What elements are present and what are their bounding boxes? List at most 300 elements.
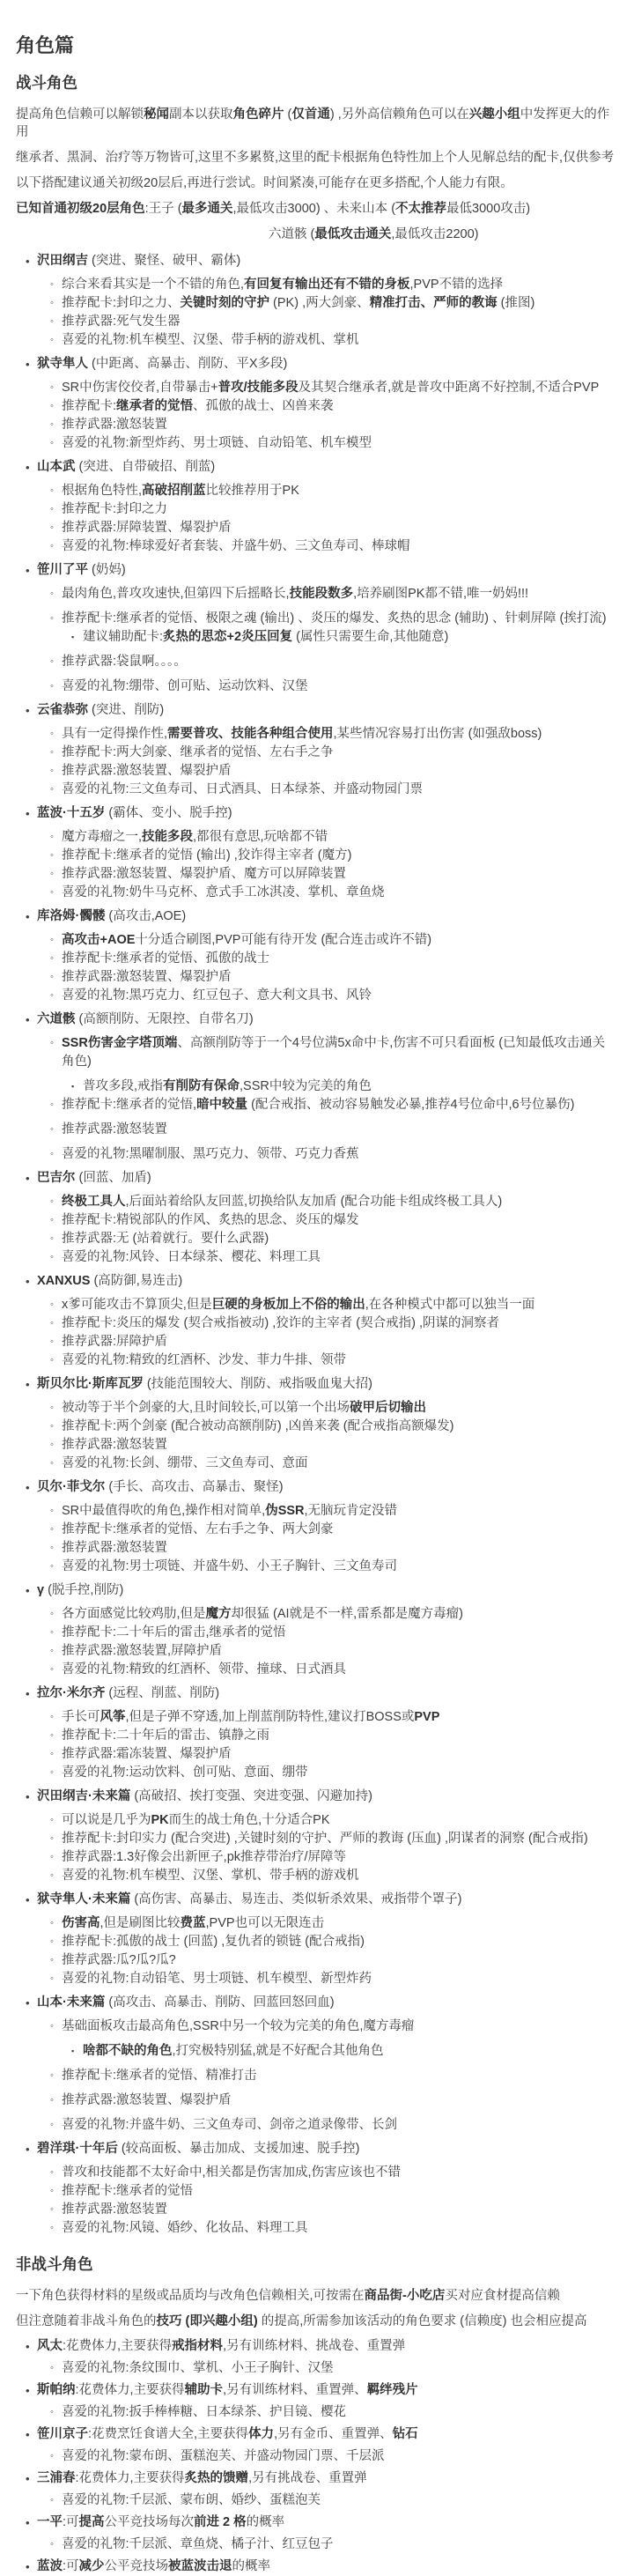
list-item-text: 推荐武器:激怒装置 [62,418,168,432]
list-item [16,1848,616,1867]
bullet-icon: ◦ [50,419,54,430]
bullet-icon: ◦ [50,1299,54,1310]
list-item-text: 喜爱的礼物:扳手棒棒糖、日本绿茶、护目镜、樱花 [62,2405,347,2419]
bullet-icon: ◦ [50,2070,54,2081]
list-item-text: 最肉角色,普攻攻速快,但第四下后摇略长,技能段数多,培养刷图PK都不错,唯一奶妈!!! [62,587,529,601]
bullet-icon: ◦ [50,1561,54,1572]
list-item-text: 推荐武器:激怒装置,屏障护盾 [62,1644,223,1658]
bullet-icon: ◦ [50,935,54,945]
paragraph: 继承者、黑洞、治疗等万物皆可,这里不多累赘,这里的配卡根据角色特性加上个人见解总结的配卡,仅供参考 [16,151,615,165]
list-item-text: 喜爱的礼物:风镜、婚纱、化妆品、料理工具 [62,2221,308,2235]
list-item-text: 笹川了平 (奶妈) [37,563,126,577]
bullet-icon: ◦ [50,541,54,551]
list-item-text: 具有一定得操作性,需要普攻、技能各种组合使用,某些情况容易打出伤害 (如强敌boss) [62,727,542,741]
bullet-icon: ◦ [50,1815,54,1825]
list-item-text: 推荐武器:袋鼠啊。。。。 [62,655,187,669]
list-item-text: 喜爱的礼物:男士项链、并盛牛奶、小王子胸针、三文鱼寿司 [62,1559,398,1573]
list-item [16,1418,616,1436]
list-item-text: 推荐配卡:继承者的觉悟 (输出) ,狡诈得主宰者 (魔方) [62,848,352,862]
list-item [16,1211,616,1230]
bullet-icon: ◦ [50,953,54,964]
list-item-text: 推荐配卡:封印实力 (配合突进) ,关键时刻的守护、严师的教诲 (压血) ,阴谋者的洞察 (配合戒指) [62,1832,588,1846]
list-item-text: 喜爱的礼物:奶牛马克杯、意式手工冰淇凌、掌机、章鱼烧 [62,885,385,899]
bullet-icon: ◦ [50,504,54,514]
bullet-icon: ◦ [50,522,54,533]
list-item [16,2182,616,2201]
list-item [16,252,616,270]
list-item [16,2201,616,2219]
list-item-text: 推荐配卡:封印之力 [62,502,168,516]
bullet-icon: ◦ [50,298,54,308]
list-item-text: 推荐武器:霜冻装置、爆裂护盾 [62,1747,232,1761]
list-item [16,1478,616,1497]
list-item-text: 推荐武器:激怒装置 [62,1541,168,1555]
list-item-text: 喜爱的礼物:新型炸药、男士项链、自动铅笔、机车模型 [62,436,372,450]
list-item [16,331,616,350]
list-item [16,2359,616,2378]
bullet-icon: ◦ [50,1646,54,1656]
bullet-icon: ◦ [50,1543,54,1553]
list-item-text: 推荐配卡:二十年后的雷击,继承者的觉悟 [62,1625,286,1640]
list-item [16,1375,616,1394]
bullet-icon: • [26,1893,30,1906]
list-item [16,1951,616,1970]
bullet-icon: ◦ [50,1196,54,1207]
bullet-icon: • [26,1996,30,2010]
list-item [16,2140,616,2158]
list-item [16,397,616,416]
list-item-text: 喜爱的礼物:千层派、蒙布朗、婚纱、蛋糕泡芙 [62,2493,321,2507]
list-item [16,1581,616,1600]
list-item [16,1867,616,1885]
bullet-icon: ◦ [50,2223,54,2233]
list-item [16,907,616,926]
bullet-icon: • [26,2340,30,2353]
list-item [16,1811,616,1830]
list-item [16,1230,616,1248]
list-item [16,276,616,294]
list-item [16,1521,616,1539]
list-item [16,677,616,696]
list-item [16,561,616,580]
list-item-text: 推荐武器:激怒装置 [62,1122,168,1136]
list-item [16,847,616,865]
bullet-icon: ◦ [50,887,54,898]
bullet-icon: ◦ [50,1712,54,1722]
bullet-icon: ◦ [50,1918,54,1928]
list-item-text: 沢田纲吉 (突进、聚怪、破甲、霸体) [37,254,241,268]
bullet-icon: ▪ [71,633,75,641]
list-item [16,2425,616,2444]
section-heading: 战斗角色 [16,74,77,92]
bullet-icon: ◦ [50,1767,54,1778]
list-item-text: 普攻和技能都不太好命中,相关都是伤害加成,伤害应该也不错 [62,2165,402,2180]
list-item-text: 狱寺隼人 (中距离、高暴击、削防、平X多段) [37,357,288,371]
list-item-text: 推荐武器:死气发生器 [62,315,181,329]
bullet-icon: • [26,1687,30,1700]
bullet-icon: • [26,255,30,268]
list-item [16,1727,616,1745]
bullet-icon: ◦ [50,869,54,879]
list-item [16,804,616,823]
page-title: 角色篇 [16,34,75,56]
list-item [16,500,616,519]
bullet-icon: ◦ [50,2095,54,2106]
list-item [16,931,616,950]
list-item-text: 推荐配卡:精锐部队的作风、炙热的思念、炎压的爆发 [62,1213,359,1227]
list-item-text: 啥都不缺的角色,打究极特别猛,就是不好配合其他角色 [83,2044,384,2058]
bullet-icon: ◦ [50,747,54,758]
bullet-icon: ◦ [50,1458,54,1469]
bullet-icon: ◦ [50,1318,54,1329]
bullet-icon: ◦ [50,588,54,599]
list-item [16,313,616,331]
paragraph: 一下角色获得材料的星级或品质均与改角色信赖相关,可按需在商品街-小吃店买对应食材提高信赖 [16,2289,560,2303]
list-item-text: 基础面板攻击最高角色,SSR中另一个较为完美的角色,魔方毒瘤 [62,2019,415,2033]
list-item-text: 推荐武器:激怒装置 [62,2202,168,2217]
list-item [16,628,616,647]
bullet-icon: ◦ [50,1936,54,1947]
list-item-text: 推荐武器:激怒装置 [62,1438,168,1452]
list-item-text: 风太:花费体力,主要获得戒指材料,另有训练材料、挑战卷、重置弹 [37,2339,406,2353]
bullet-icon: • [26,807,30,820]
list-item [16,781,616,799]
bullet-icon: • [26,2516,30,2529]
list-item-text: 推荐配卡:继承者的觉悟、极限之魂 (输出) 、炎压的爆发、炙热的思念 (辅助) 、针刺屏障 (挨打流) [62,611,607,625]
list-item-text: 蓝波:可减少公平竞技场被蓝波击退的概率 [37,2559,271,2573]
bullet-icon: • [26,1481,30,1494]
bullet-icon: ◦ [50,832,54,842]
bullet-icon: • [26,2384,30,2397]
list-item-text: 推荐配卡:继承者的觉悟、精准打击 [62,2069,257,2083]
list-item-text: 库洛姆·髑髅 (高攻击,AOE) [37,909,187,923]
list-item [16,1994,616,2012]
list-item-text: 蓝波·十五岁 (霸体、变小、脱手控) [37,806,232,820]
list-item-text: 被动等于半个剑豪的大,且时间较长,可以第一个出场破甲后切输出 [62,1401,427,1415]
list-item-text: 沢田纲吉·未来篇 (高破招、挨打变强、突进变强、闪避加持) [37,1789,373,1803]
list-item [16,2091,616,2110]
list-item-text: 手长可风筝,但是子弹不穿透,加上削蓝削防特性,建议打BOSS或PVP [62,1710,440,1724]
bullet-icon: ◦ [50,1870,54,1881]
bullet-icon: ◦ [50,656,54,667]
list-item-text: 魔方毒瘤之一,技能多段,都很有意思,玩啥都不错 [62,830,328,844]
list-item-text: 贝尔·菲戈尔 (手长、高攻击、高暴击、聚怪) [37,1480,284,1494]
list-item-text: x爹可能攻击不算顶尖,但是巨硬的身板加上不俗的输出,在各种模式中都可以独当一面 [62,1298,535,1312]
list-item [16,1830,616,1848]
bullet-icon: ◦ [50,1852,54,1862]
list-item [16,1272,616,1291]
list-item [16,1145,616,1164]
list-item [16,987,616,1005]
list-item-text: 推荐配卡:二十年后的雷击、镇静之雨 [62,1728,270,1743]
bullet-icon: ◦ [50,972,54,982]
list-item [16,458,616,477]
list-item [16,1558,616,1576]
list-item-text: SR中伤害佼佼者,自带暴击+普攻/技能多段及其契合继承者,就是普攻中距离不好控制,不适合PVP [62,381,600,395]
bullet-icon: ◦ [50,1506,54,1516]
bullet-icon: ◦ [50,2451,54,2461]
list-item [16,1034,616,1071]
bullet-icon: • [26,2472,30,2485]
list-item-text: 喜爱的礼物:棒球爱好者套装、并盛牛奶、三文鱼寿司、棒球帽 [62,539,410,553]
list-item [16,1764,616,1782]
paragraph: 六道骸 (最低攻击通关,最低攻击2200) [269,227,479,241]
section-heading: 非战斗角色 [16,2255,93,2273]
list-item-text: SR中最值得吹的角色,操作相对简单,伪SSR,无脑玩肯定没错 [62,1504,398,1518]
list-item [16,2513,616,2532]
bullet-icon: ◦ [50,613,54,624]
list-item [16,2469,616,2488]
list-item-text: 终极工具人,后面站着给队友回蓝,切换给队友加盾 (配合功能卡组成终极工具人) [62,1195,503,1209]
list-item [16,610,616,628]
bullet-icon: ◦ [50,438,54,448]
list-item [16,434,616,453]
list-item [16,1436,616,1455]
paragraph: 提高角色信赖可以解锁秘闻副本以获取角色碎片 (仅首通) ,另外高信赖角色可以在兴趣小组中发挥更大的作用 [16,107,610,139]
list-item-text: 拉尔·米尔齐 (远程、削蓝、削防) [37,1686,220,1700]
list-item [16,1708,616,1727]
bullet-icon: ◦ [50,1421,54,1432]
list-item-text: 建议辅助配卡:炙热的思恋+2炎压回复 (属性只需要生命,其他随意) [83,630,449,644]
list-item-text: 推荐配卡:炎压的爆发 (契合戒指被动) ,狡诈的主宰者 (契合戒指) ,阴谋的洞察者 [62,1316,500,1330]
list-item-text: SSR伤害金字塔顶端、高额削防等于一个4号位满5x命中卡,伤害不可只看面板 (已知最低攻击通关角色) [62,1036,606,1069]
list-item-text: 喜爱的礼物:黑巧克力、红豆包子、意大利文具书、风铃 [62,988,372,1003]
list-item-text: 山本武 (突进、自带破招、削蓝) [37,460,216,474]
list-item-text: 根据角色特性,高破招削蓝比较推荐用于PK [62,484,299,498]
list-item-text: 推荐武器:无 (站着就行。要什么武器) [62,1232,269,1246]
list-item-text: 斯帕纳:花费体力,主要获得辅助卡,另有训练材料、重置弹、羁绊残片 [37,2383,418,2397]
list-item-text: 斯贝尔比·斯库瓦罗 (技能范围较大、削防、戒指吸血鬼大招) [37,1377,373,1391]
list-item-text: 喜爱的礼物:绷带、创可贴、运动饮料、汉堡 [62,679,308,693]
list-item [16,1539,616,1558]
list-item [16,1745,616,1764]
list-item-text: 狱寺隼人·未来篇 (高伤害、高暴击、易连击、类似斩杀效果、戒指带个罩子) [37,1892,462,1906]
bullet-icon: ◦ [50,2021,54,2032]
list-item-text: 六道骸 (高额削防、无限控、自带名刀) [37,1012,254,1026]
list-item-text: 推荐武器:激怒装置、爆裂护盾 [62,2093,232,2107]
list-item [16,1193,616,1211]
list-item-text: 喜爱的礼物:机车模型、汉堡、掌机、带手柄的游戏机 [62,1869,359,1883]
list-item [16,1933,616,1951]
list-item [16,1455,616,1473]
bullet-icon: ◦ [50,279,54,290]
bullet-icon: ◦ [50,1355,54,1366]
bullet-icon: • [26,2143,30,2156]
bullet-icon: ◦ [50,2186,54,2196]
list-item [16,828,616,847]
list-item [16,1248,616,1267]
bullet-icon: ◦ [50,1833,54,1844]
list-item-text: 喜爱的礼物:蒙布朗、蛋糕泡芙、并盛动物园门票、千层派 [62,2449,385,2463]
list-item [16,1077,616,1096]
list-item-text: 推荐武器:屏障护盾 [62,1335,168,1349]
bullet-icon: ◦ [50,1124,54,1135]
list-item [16,865,616,884]
list-item-text: 伤害高,但是刷图比较费蓝,PVP也可以无限连击 [62,1916,325,1930]
list-item [16,1684,616,1703]
bullet-icon: ◦ [50,784,54,795]
list-item-text: 推荐武器:激怒装置、爆裂护盾 [62,764,232,778]
bullet-icon: ◦ [50,1099,54,1110]
list-item-text: 推荐武器:激怒装置、爆裂护盾 [62,970,232,984]
list-item [16,1121,616,1139]
list [16,2330,616,2576]
bullet-icon: • [26,2560,30,2573]
list-item-text: 笹川京子:花费烹饪食谱大全,主要获得体力,另有金币、重置弹、钻石 [37,2427,418,2441]
list-item [16,762,616,781]
list-item-text: 推荐配卡:两个剑豪 (配合被动高额削防) ,凶兽来袭 (配合戒指高额爆发) [62,1419,454,1433]
list-item [16,1399,616,1418]
bullet-icon: • [26,1013,30,1026]
bullet-icon: ◦ [50,766,54,776]
list-item [16,416,616,434]
list-item-text: 喜爱的礼物:长剑、绷带、三文鱼寿司、意面 [62,1456,308,1470]
list-item-text: 喜爱的礼物:并盛牛奶、三文鱼寿司、剑帝之道录像带、长剑 [62,2118,398,2132]
list-item [16,2381,616,2400]
list-item [16,2447,616,2466]
list-item-text: 喜爱的礼物:三文鱼寿司、日式酒具、日本绿茶、并盛动物园门票 [62,782,424,796]
list-item-text: 推荐配卡:继承者的觉悟,暗中较量 (配合戒指、被动容易触发必暴,推荐4号位命中,6号位暴伤) [62,1098,575,1112]
list-item [16,2219,616,2238]
list-item [16,2067,616,2085]
list-item-text: 喜爱的礼物:风铃、日本绿茶、樱花、料理工具 [62,1250,321,1264]
list-item [16,1314,616,1333]
bullet-icon: • [26,1172,30,1185]
bullet-icon: ◦ [50,485,54,496]
list-item [16,1788,616,1806]
bullet-icon: ◦ [50,1749,54,1759]
list-item-text: 推荐配卡:继承者的觉悟、左右手之争、两大剑豪 [62,1522,334,1536]
list-item [16,1605,616,1624]
list-item [16,1661,616,1679]
bullet-icon: ◦ [50,850,54,861]
bullet-icon: ◦ [50,2407,54,2417]
bullet-icon: ◦ [50,1730,54,1741]
list-item-text: 碧洋琪·十年后 (较高面板、暴击加成、支援加速、脱手控) [37,2142,360,2156]
bullet-icon: ◦ [50,2120,54,2130]
list-item [16,379,616,397]
bullet-icon: ◦ [50,990,54,1001]
bullet-icon: • [26,704,30,717]
bullet-icon: • [26,910,30,923]
list-item-text: 喜爱的礼物:机车模型、汉堡、带手柄的游戏机、掌机 [62,333,359,347]
list-item-text: 推荐武器:瓜?瓜?瓜? [62,1953,176,1967]
bullet-icon: ◦ [50,1403,54,1413]
list-item [16,968,616,987]
list-item-text: 一平:可提高公平竞技场每次前进 2 格的概率 [37,2515,285,2529]
bullet-icon: • [26,1275,30,1288]
list-item [16,2042,616,2061]
list-item-text: 推荐配卡:封印之力、关键时刻的守护 (PK) ,两大剑豪、精准打击、严师的教诲 (推图) [62,296,535,310]
list-item [16,1296,616,1314]
list-item [16,1169,616,1188]
list-item [16,2337,616,2356]
list-item [16,950,616,968]
list-item [16,653,616,671]
bullet-icon: ◦ [50,1524,54,1535]
bullet-icon: ◦ [50,401,54,411]
list-item [16,537,616,556]
bullet-icon: ◦ [50,2204,54,2215]
list-item-text: 推荐武器:屏障装置、爆裂护盾 [62,521,232,535]
bullet-icon: ◦ [50,2495,54,2506]
list [16,243,616,2238]
list-item-text: 推荐配卡:孤傲的战士 (回蓝) ,复仇者的锁链 (配合戒指) [62,1935,365,1949]
list-item [16,1624,616,1642]
list-item [16,355,616,374]
paragraph: 但注意随着非战斗角色的技巧 (即兴趣小组) 的提高,所需参加该活动的角色要求 (信赖度) 也会相应提高 [16,2314,587,2328]
list-item-text: 巴吉尔 (回蓝、加盾) [37,1171,151,1185]
list-item-text: 推荐武器:激怒装置、爆裂护盾、魔方可以屏障装置 [62,867,347,881]
bullet-icon: ◦ [50,1627,54,1638]
bullet-icon: ◦ [50,2539,54,2550]
bullet-icon: ◦ [50,1215,54,1225]
bullet-icon: ◦ [50,1233,54,1244]
list-item-text: 各方面感觉比较鸡肋,但是魔方却很猛 (AI就是不一样,雷系都是魔方毒瘤) [62,1607,463,1621]
list-item [16,519,616,537]
bullet-icon: • [26,461,30,474]
bullet-icon: ◦ [50,681,54,692]
list-item [16,1351,616,1370]
list-item [16,884,616,902]
bullet-icon: ◦ [50,1664,54,1675]
bullet-icon: ◦ [50,1440,54,1450]
bullet-icon: ◦ [50,2167,54,2178]
list-item-text: 喜爱的礼物:千层派、章鱼烧、橘子汁、红豆包子 [62,2537,334,2551]
bullet-icon: ◦ [50,1955,54,1965]
list-item [16,725,616,744]
bullet-icon: • [26,358,30,371]
list-item [16,2557,616,2576]
list-item-text: 推荐配卡:继承者的觉悟、孤傲的战士 [62,951,270,966]
bullet-icon: ◦ [50,729,54,739]
bullet-icon: ◦ [50,2363,54,2373]
list-item-text: 普攻多段,戒指有削防有保命,SSR中较为完美的角色 [83,1079,372,1093]
list-item [16,294,616,313]
list-item [16,1642,616,1661]
bullet-icon: ◦ [50,1609,54,1619]
list-item [16,1970,616,1988]
paragraph: 以下搭配建议通关初级20层后,再进行尝试。时间紧凑,可能存在更多搭配,个人能力有限。 [16,176,513,190]
list-item-text: 推荐武器:1.3好像会出新匣子,pk推荐带治疗/屏障等 [62,1850,347,1864]
bullet-icon: ◦ [50,316,54,327]
list-item [16,2164,616,2182]
list-item [16,1010,616,1029]
list-item [16,1333,616,1351]
list-item-text: 推荐配卡:两大剑豪、继承者的觉悟、左右手之争 [62,745,334,759]
list-item-text: 喜爱的礼物:精致的红酒杯、领带、撞球、日式酒具 [62,1662,347,1677]
list-item-text: XANXUS (高防御,易连击) [37,1274,183,1288]
bullet-icon: • [26,564,30,577]
bullet-icon: ◦ [50,1973,54,1984]
bullet-icon: ▪ [71,2047,75,2055]
list-item-text: 三浦春:花费体力,主要获得炙热的馈赠,另有挑战卷、重置弹 [37,2471,367,2485]
list-item-text: 喜爱的礼物:运动饮料、创可贴、意面、绷带 [62,1765,308,1780]
list-item [16,1096,616,1114]
list-item [16,2491,616,2510]
bullet-icon: ◦ [50,382,54,393]
bullet-icon: ▪ [71,1082,75,1091]
bullet-icon: ◦ [50,1252,54,1262]
list-item [16,1502,616,1521]
list-item [16,744,616,762]
bullet-icon: ◦ [50,1336,54,1347]
list-item [16,1891,616,1909]
list-item [16,2017,616,2036]
list-item [16,482,616,500]
list-item-text: 喜爱的礼物:自动铅笔、男士项链、机车模型、新型炸药 [62,1972,372,1986]
list-item [16,1914,616,1933]
